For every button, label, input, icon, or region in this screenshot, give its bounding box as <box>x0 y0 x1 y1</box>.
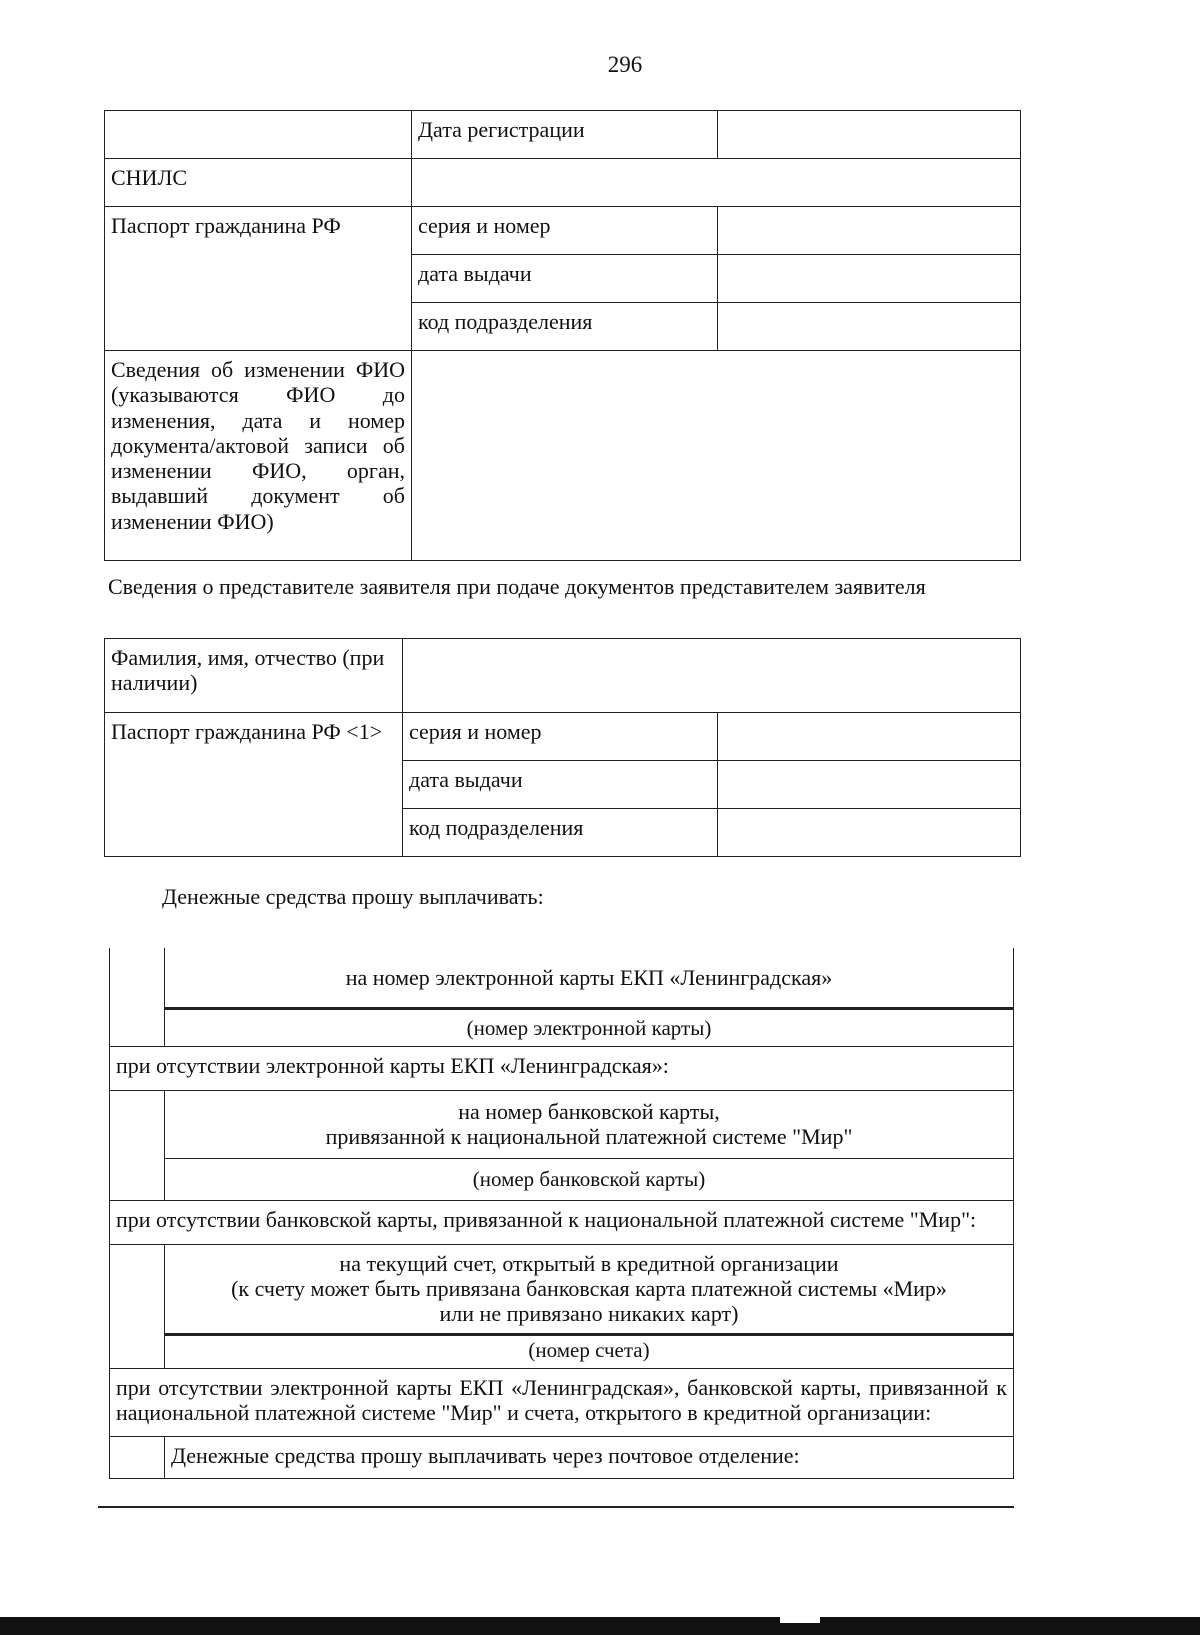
post-office-option: Денежные средства прошу выплачивать через почтовое отделение: <box>165 1436 1014 1478</box>
applicant-table <box>104 110 1021 561</box>
scan-edge-bar <box>0 1617 1200 1635</box>
ekp-card-option: на номер электронной карты ЕКП «Ленинградская» <box>165 948 1014 1008</box>
representative-series-number-label: серия и номер <box>403 713 718 761</box>
passport-series-number-label: серия и номер <box>412 207 718 255</box>
account-caption: (номер счета) <box>165 1334 1014 1368</box>
passport-division-code-label: код подразделения <box>412 303 718 351</box>
account-checkbox[interactable] <box>110 1244 165 1368</box>
representative-heading: Сведения о представителе заявителя при подаче документов представителем заявителя <box>108 574 926 599</box>
representative-passport-label: Паспорт гражданина РФ <1> <box>105 713 403 857</box>
account-option-line1: на текущий счет, открытый в кредитной организации <box>339 1250 839 1276</box>
none-note: при отсутствии электронной карты ЕКП «Ленинградская», банковской карты, привязанной к национальной платежной системе "Мир" и счета, открытого в кредитной организации: <box>110 1368 1014 1436</box>
name-change-label: Сведения об изменении ФИО (указываются ФИО до изменения, дата и номер документа/актовой записи об изменении ФИО, орган, выдавший документ об изменении ФИО) <box>105 351 412 561</box>
mir-card-option-line1: на номер банковской карты, <box>458 1098 720 1124</box>
representative-division-code-label: код подразделения <box>403 809 718 857</box>
registration-date-field[interactable] <box>718 111 1021 159</box>
mir-card-caption: (номер банковской карты) <box>165 1158 1014 1200</box>
page-number: 296 <box>607 52 643 77</box>
post-office-checkbox[interactable] <box>110 1436 165 1478</box>
bottom-rule <box>98 1506 1014 1508</box>
account-option <box>165 1244 1014 1334</box>
passport-issue-date-label: дата выдачи <box>412 255 718 303</box>
no-ekp-note: при отсутствии электронной карты ЕКП «Ленинградская»: <box>110 1046 1014 1090</box>
ekp-card-caption: (номер электронной карты) <box>165 1008 1014 1046</box>
payout-table <box>109 948 1014 1479</box>
account-option-line2: (к счету может быть привязана банковская карта платежной системы «Мир» <box>231 1275 947 1301</box>
applicant-blank-cell <box>105 111 412 159</box>
representative-issue-date-field[interactable] <box>718 761 1021 809</box>
representative-issue-date-label: дата выдачи <box>403 761 718 809</box>
passport-division-code-field[interactable] <box>718 303 1021 351</box>
mir-card-checkbox[interactable] <box>110 1090 165 1200</box>
representative-name-field[interactable] <box>403 639 1021 713</box>
mir-card-option-line2: привязанной к национальной платежной системе "Мир" <box>325 1124 853 1150</box>
ekp-card-checkbox[interactable] <box>110 948 165 1046</box>
passport-label: Паспорт гражданина РФ <box>105 207 412 351</box>
passport-issue-date-field[interactable] <box>718 255 1021 303</box>
name-change-field[interactable] <box>412 351 1021 561</box>
representative-name-label: Фамилия, имя, отчество (при наличии) <box>105 639 403 713</box>
registration-date-label: Дата регистрации <box>412 111 718 159</box>
mir-card-option <box>165 1090 1014 1158</box>
snils-field[interactable] <box>412 159 1021 207</box>
passport-series-number-field[interactable] <box>718 207 1021 255</box>
representative-series-number-field[interactable] <box>718 713 1021 761</box>
account-option-line3: или не привязано никаких карт) <box>439 1301 739 1327</box>
representative-table <box>104 638 1021 857</box>
representative-division-code-field[interactable] <box>718 809 1021 857</box>
payout-heading: Денежные средства прошу выплачивать: <box>162 884 544 909</box>
snils-label: СНИЛС <box>105 159 412 207</box>
no-mir-note: при отсутствии банковской карты, привязанной к национальной платежной системе "Мир": <box>110 1200 1014 1244</box>
